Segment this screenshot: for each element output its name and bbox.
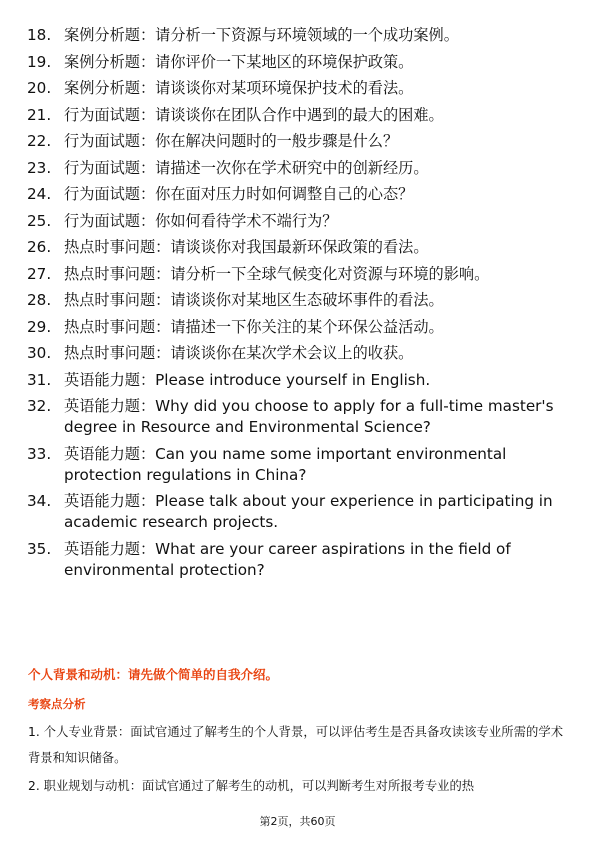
question-item (27, 211, 572, 232)
question-text: What are your career aspirations in the field of environmental protection? (64, 539, 511, 579)
question-text: 请谈谈你在某次学术会议上的收获。 (170, 344, 414, 362)
question-category: 热点时事问题 (64, 264, 156, 283)
analysis-paragraph: 2. 职业规划与动机：面试官通过了解考生的动机，可以判断考生对所报考专业的热 (28, 779, 475, 793)
question-number: 24. (27, 185, 52, 203)
question-text: 请分析一下资源与环境领域的一个成功案例。 (155, 26, 459, 44)
question-number: 28. (27, 291, 52, 309)
question-text: 请谈谈你对某地区生态破坏事件的看法。 (170, 291, 444, 309)
question-text: 你如何看待学术不端行为？ (155, 211, 338, 230)
question-number: 21. (27, 105, 52, 124)
question-number: 31. (27, 370, 52, 389)
question-separator: ： (139, 79, 156, 97)
analysis-subtitle: 考察点分析 (28, 697, 86, 711)
question-separator: ： (155, 238, 171, 256)
question-item (27, 343, 572, 364)
question-separator: ： (139, 158, 156, 177)
question-category: 英语能力题 (64, 444, 140, 463)
question-category: 热点时事问题 (64, 238, 156, 256)
question-item (27, 491, 572, 533)
question-separator: ： (139, 105, 156, 124)
question-category: 行为面试题 (64, 185, 140, 203)
question-category: 热点时事问题 (64, 317, 156, 336)
question-separator: ： (139, 444, 156, 463)
question-separator: ： (139, 52, 156, 71)
question-text: Can you name some important environmental protection regulations in China? (64, 444, 507, 484)
question-item (27, 317, 572, 338)
question-item (27, 237, 572, 258)
question-number: 33. (27, 444, 52, 463)
question-separator: ： (139, 185, 156, 203)
question-separator: ： (155, 344, 171, 362)
question-item (27, 105, 572, 126)
question-text: 请描述一下你关注的某个环保公益活动。 (170, 317, 444, 336)
question-number: 27. (27, 264, 52, 283)
question-item (27, 158, 572, 179)
question-number: 22. (27, 132, 52, 150)
question-category: 案例分析题 (64, 52, 140, 71)
question-number: 26. (27, 238, 52, 256)
question-item (27, 290, 572, 311)
question-text: 请谈谈你对我国最新环保政策的看法。 (170, 238, 429, 256)
question-category: 案例分析题 (64, 79, 140, 97)
question-category: 行为面试题 (64, 211, 140, 230)
question-text: 请谈谈你对某项环境保护技术的看法。 (155, 79, 414, 97)
question-item (27, 25, 572, 46)
question-number: 19. (27, 52, 52, 71)
question-number: 29. (27, 317, 52, 336)
question-item (27, 78, 572, 99)
question-list (27, 25, 572, 586)
question-category: 热点时事问题 (64, 344, 156, 362)
question-text: 请谈谈你在团队合作中遇到的最大的困难。 (155, 105, 444, 124)
question-category: 行为面试题 (64, 132, 140, 150)
question-text: 请你评价一下某地区的环境保护政策。 (155, 52, 414, 71)
question-category: 英语能力题 (64, 370, 140, 389)
question-category: 行为面试题 (64, 105, 140, 124)
question-number: 18. (27, 26, 52, 44)
analysis-paragraph: 1. 个人专业背景：面试官通过了解考生的个人背景，可以评估考生是否具备攻读该专业所需的学术背景和知识储备。 (28, 725, 563, 765)
question-category: 案例分析题 (64, 26, 140, 44)
question-number: 30. (27, 344, 52, 362)
question-separator: ： (139, 211, 156, 230)
question-item (27, 396, 572, 438)
question-text: Please talk about your experience in participating in academic research projects. (64, 492, 553, 531)
question-category: 热点时事问题 (64, 291, 156, 309)
question-separator: ： (155, 264, 171, 283)
question-text: 请描述一次你在学术研究中的创新经历。 (155, 158, 429, 177)
question-text: 请分析一下全球气候变化对资源与环境的影响。 (170, 264, 490, 283)
question-text: Please introduce yourself in English. (155, 370, 431, 389)
question-category: 英语能力题 (64, 397, 140, 415)
question-category: 行为面试题 (64, 158, 140, 177)
question-item (27, 52, 572, 73)
question-item (27, 264, 572, 285)
question-separator: ： (139, 26, 156, 44)
question-number: 34. (27, 492, 52, 510)
page-footer: 第2页，共60页 (259, 815, 336, 828)
question-item (27, 131, 572, 152)
question-separator: ： (155, 317, 171, 336)
question-separator: ： (139, 539, 156, 558)
question-category: 英语能力题 (64, 539, 140, 558)
question-item (27, 184, 572, 205)
question-separator: ： (139, 132, 156, 150)
question-number: 23. (27, 158, 52, 177)
question-number: 32. (27, 397, 52, 415)
analysis-block (28, 720, 563, 803)
question-separator: ： (139, 492, 156, 510)
section-title: 个人背景和动机：请先做个简单的自我介绍。 (28, 667, 279, 682)
question-item (27, 370, 572, 391)
question-number: 20. (27, 79, 52, 97)
question-separator: ： (139, 397, 156, 415)
question-item (27, 539, 572, 581)
question-category: 英语能力题 (64, 492, 140, 510)
question-item (27, 444, 572, 486)
question-number: 25. (27, 211, 52, 230)
question-separator: ： (155, 291, 171, 309)
question-number: 35. (27, 539, 52, 558)
question-text: 你在面对压力时如何调整自己的心态？ (155, 185, 414, 203)
question-separator: ： (139, 370, 156, 389)
question-text: Why did you choose to apply for a full-time master's degree in Resource and Environmental Science? (64, 397, 554, 436)
question-text: 你在解决问题时的一般步骤是什么？ (155, 132, 399, 150)
